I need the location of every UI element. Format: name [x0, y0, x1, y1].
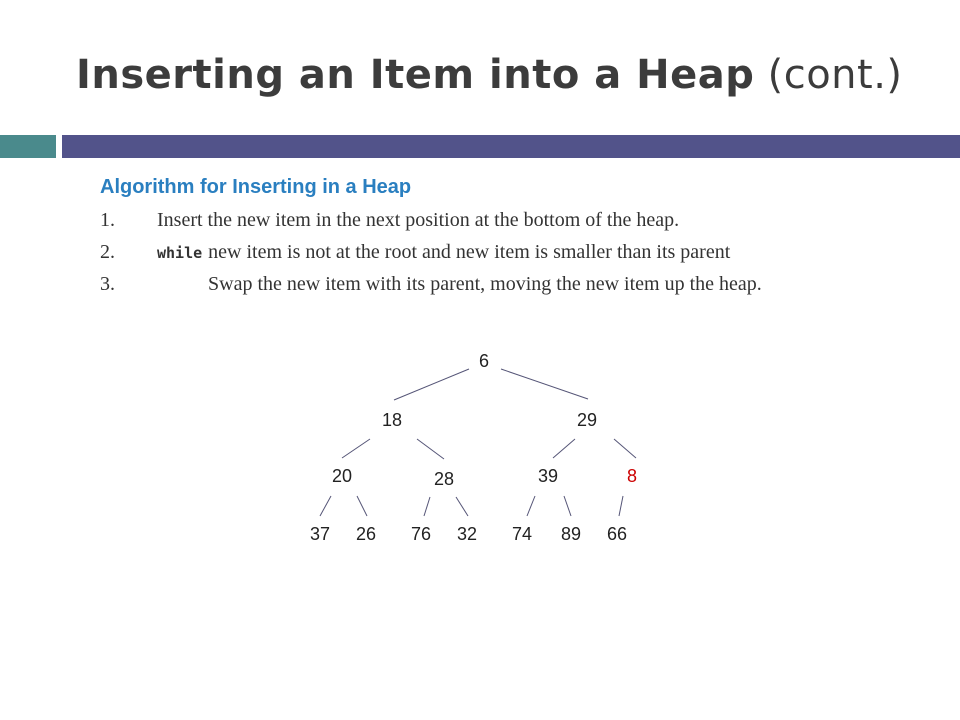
heap-edge — [527, 496, 535, 516]
heap-edge — [456, 497, 468, 516]
step-text: Insert the new item in the next position at the bottom of the heap. — [157, 209, 680, 231]
heap-node: 26 — [355, 523, 377, 544]
step-number: 1. — [100, 209, 115, 231]
heap-edge — [417, 439, 444, 459]
heap-node: 74 — [511, 523, 533, 544]
heap-edge — [501, 369, 588, 399]
heap-node: 28 — [433, 468, 455, 489]
heap-edge — [553, 439, 575, 458]
heap-node: 29 — [576, 409, 598, 430]
heap-node: 18 — [381, 409, 403, 430]
heap-edge — [564, 496, 571, 516]
algorithm-heading: Algorithm for Inserting in a Heap — [100, 176, 412, 198]
heap-edge — [424, 497, 430, 516]
step-number: 2. — [100, 241, 115, 263]
slide-title-sub: (cont.) — [767, 52, 903, 98]
heap-edges — [320, 369, 636, 516]
heap-node: 6 — [478, 350, 490, 371]
heap-edge — [394, 369, 469, 400]
step-text: Swap the new item with its parent, moving the new item up the heap. — [208, 273, 762, 295]
heap-node: 39 — [537, 465, 559, 486]
heap-edge — [619, 496, 623, 516]
heap-nodes — [310, 351, 637, 544]
heap-node: 32 — [456, 523, 478, 544]
heap-node: 76 — [410, 523, 432, 544]
heap-edge — [357, 496, 367, 516]
heap-node: 66 — [606, 523, 628, 544]
step-keyword: while — [157, 244, 203, 262]
heap-node: 89 — [560, 523, 582, 544]
heap-edge — [342, 439, 370, 458]
heap-node: 20 — [331, 465, 353, 486]
heap-edge — [614, 439, 636, 458]
step-text: new item is not at the root and new item is smaller than its parent — [208, 241, 731, 263]
step-number: 3. — [100, 273, 115, 295]
heap-node: 37 — [309, 523, 331, 544]
heap-edge — [320, 496, 331, 516]
heap-node-new-item: 8 — [626, 465, 638, 486]
slide-title-main: Inserting an Item into a Heap — [76, 52, 755, 98]
